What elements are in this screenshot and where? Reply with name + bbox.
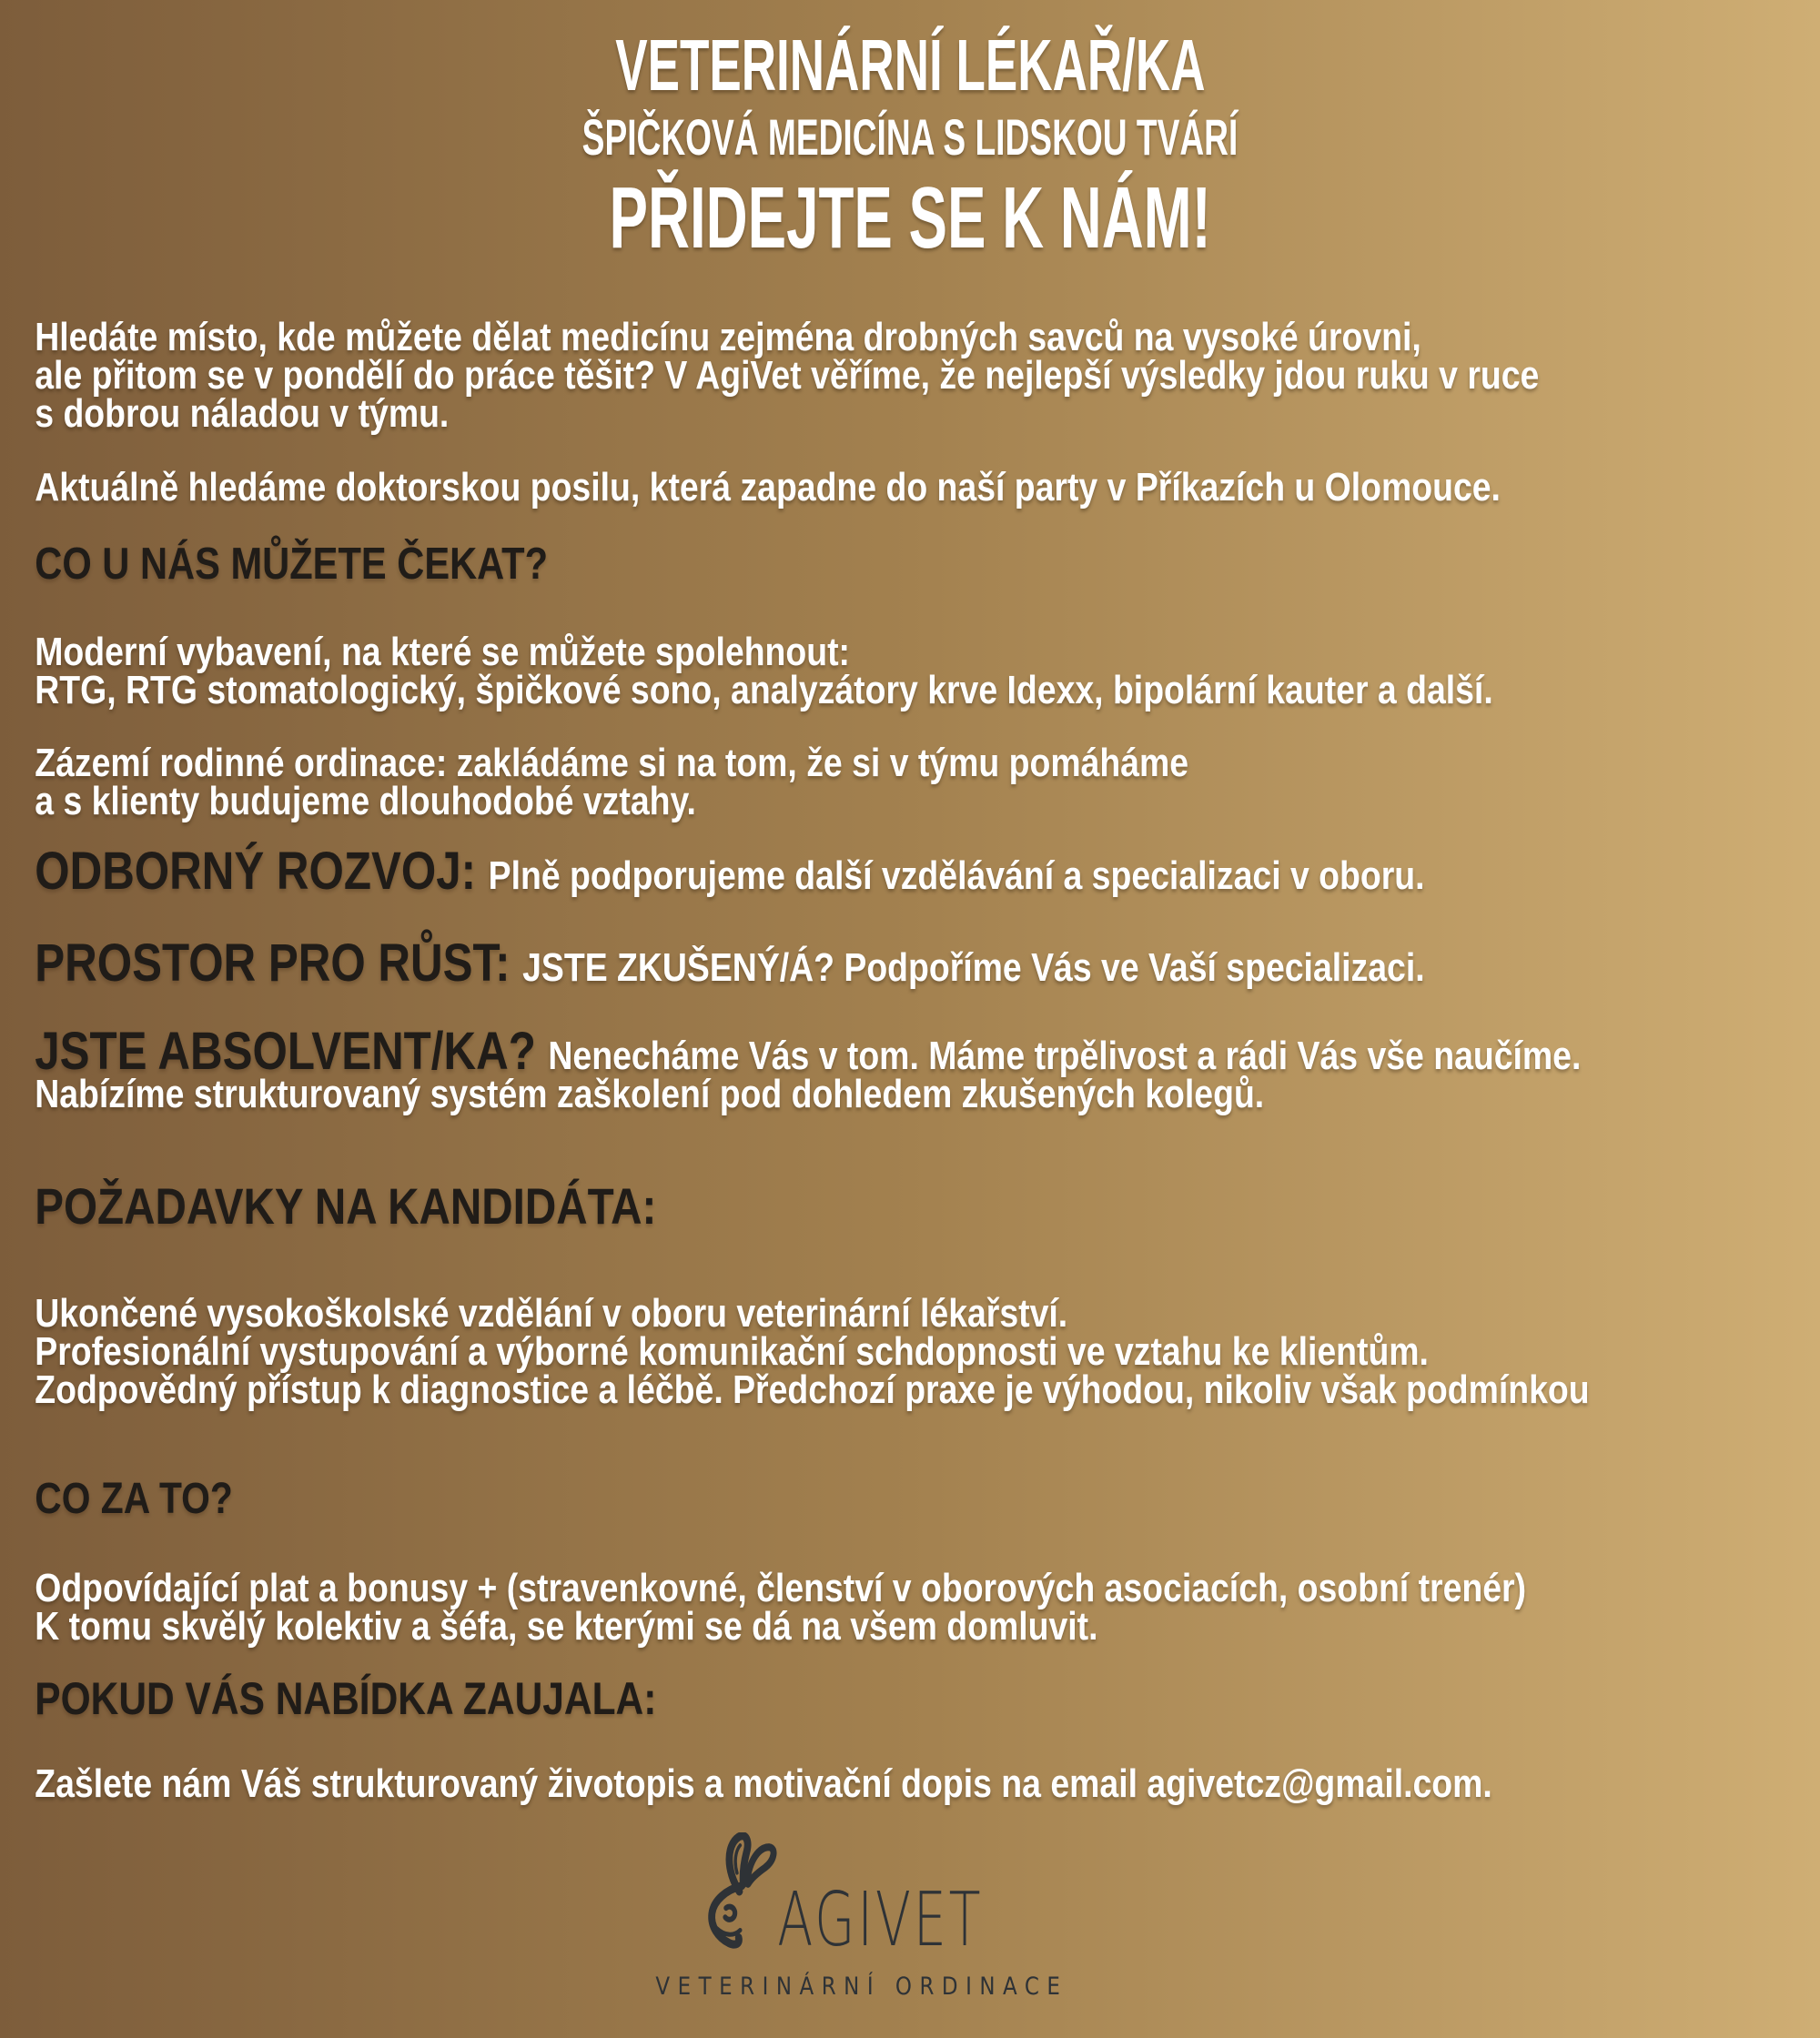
requirement-line: Zodpovědný přístup k diagnostice a léčbě. Předchozí praxe je výhodou, nikoliv však podmínkou xyxy=(35,1367,1590,1412)
growth-label: PROSTOR PRO RŮST: xyxy=(35,933,511,993)
apply-text-suffix: . xyxy=(1482,1761,1492,1806)
intro-line: ale přitom se v pondělí do práce těšit? V AgiVet věříme, že nejlepší výsledky jdou ruku v ruce xyxy=(35,353,1540,398)
development-text: Plně podporujeme další vzdělávání a specializaci v oboru. xyxy=(488,853,1425,898)
intro-paragraph xyxy=(35,315,1540,436)
section-heading-requirements: POŽADAVKY NA KANDIDÁTA: xyxy=(35,1177,657,1235)
graduate-text: Nenecháme Vás v tom. Máme trpělivost a rádi Vás vše naučíme. xyxy=(548,1034,1582,1078)
requirement-line: Profesionální vystupování a výborné komunikační schdopnosti ve vztahu ke klientům. xyxy=(35,1329,1429,1374)
family-practice-line: Zázemí rodinné ordinace: zakládáme si na tom, že si v týmu pomáháme xyxy=(35,741,1189,785)
poster-title-text: VETERINÁRNÍ LÉKAŘ/KA xyxy=(614,25,1206,106)
graduate-text-line2: Nabízíme strukturovaný systém zaškolení pod dohledem zkušených kolegů. xyxy=(35,1072,1265,1116)
logo-tagline: VETERINÁRNÍ ORDINACE xyxy=(655,1972,1068,2001)
poster-subtitle xyxy=(0,109,1820,166)
benefits-paragraph xyxy=(35,1566,1527,1649)
logo-wordmark: AGIVET xyxy=(777,1877,984,1963)
hiring-line: Aktuálně hledáme doktorskou posilu, která zapadne do naší party v Příkazích u Olomouce. xyxy=(35,465,1501,510)
growth-text: JSTE ZKUŠENÝ/Á? Podpoříme Vás ve Vaší specializaci. xyxy=(522,945,1425,990)
poster-title xyxy=(0,25,1820,106)
equipment-line: Moderní vybavení, na které se můžete spolehnout: xyxy=(35,630,850,674)
benefit-line: Odpovídající plat a bonusy + (stravenkovné, členství v oborových asociacích, osobní trenér) xyxy=(35,1566,1527,1610)
section-professional-development xyxy=(35,844,1424,913)
poster-cta xyxy=(0,171,1820,266)
company-logo xyxy=(630,1832,1094,2001)
equipment-line: RTG, RTG stomatologický, špičkové sono, analyzátory krve Idexx, bipolární kauter a další. xyxy=(35,668,1493,712)
apply-text: Zašlete nám Váš strukturovaný životopis a motivační dopis na email xyxy=(35,1761,1148,1806)
section-heading-offer: CO U NÁS MŮŽETE ČEKAT? xyxy=(35,540,549,589)
requirements-paragraph xyxy=(35,1291,1590,1412)
requirement-line: Ukončené vysokoškolské vzdělání v oboru veterinární lékařství. xyxy=(35,1291,1068,1336)
section-heading-apply: POKUD VÁS NABÍDKA ZAUJALA: xyxy=(35,1673,657,1724)
benefit-line: K tomu skvělý kolektiv a šéfa, se kterými se dá na všem domluvit. xyxy=(35,1604,1098,1649)
family-practice-paragraph xyxy=(35,741,1189,823)
email-address: agivetcz@gmail.com xyxy=(1147,1761,1483,1806)
poster-cta-text: PŘIDEJTE SE K NÁM! xyxy=(609,169,1211,267)
poster-subtitle-text: ŠPIČKOVÁ MEDICÍNA S LIDSKOU TVÁRÍ xyxy=(581,108,1239,166)
family-practice-line: a s klienty budujeme dlouhodobé vztahy. xyxy=(35,779,696,823)
apply-line xyxy=(35,1761,1492,1806)
intro-line: Hledáte místo, kde můžete dělat medicínu zejména drobných savců na vysoké úrovni, xyxy=(35,315,1421,359)
section-room-to-grow xyxy=(35,933,1425,1004)
section-heading-benefits: CO ZA TO? xyxy=(35,1475,233,1523)
development-label: ODBORNÝ ROZVOJ: xyxy=(35,842,477,901)
equipment-paragraph xyxy=(35,630,1493,712)
graduate-label: JSTE ABSOLVENT/KA? xyxy=(35,1022,536,1081)
intro-line: s dobrou náladou v týmu. xyxy=(35,391,450,436)
